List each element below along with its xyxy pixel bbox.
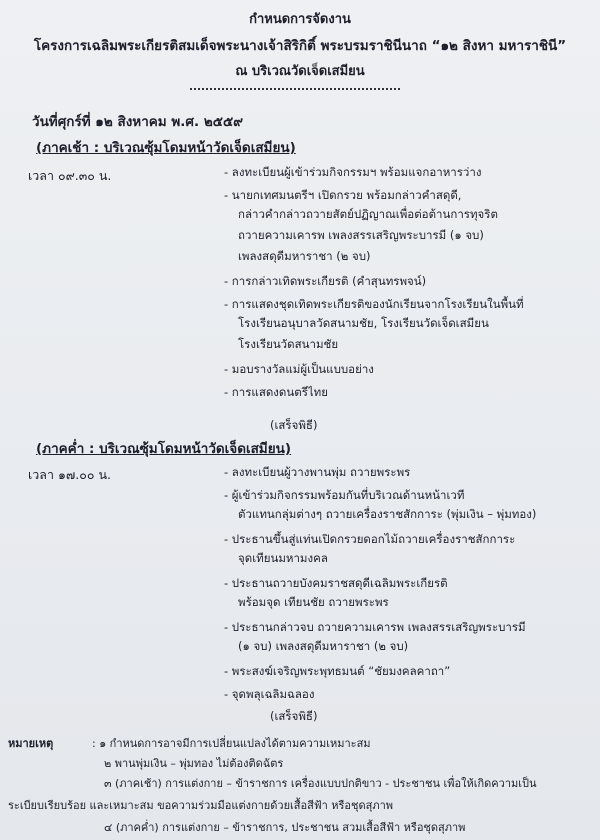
evening-item: - ประธานขึ้นสู่แท่นเปิดกรวยดอกไม้ถวายเครื่องราชสักการะ xyxy=(224,532,516,546)
location-line: ณ บริเวณวัดเจ็ดเสมียน xyxy=(235,64,365,79)
note-3: ๓ (ภาคเช้า) การแต่งกาย – ข้าราชการ เครื่องแบบปกติขาว - ประชาชน เพื่อให้เกิดความเป็น xyxy=(104,777,537,790)
morning-item: - มอบรางวัลแม่ผู้เป็นแบบอย่าง xyxy=(224,362,374,376)
morning-time: เวลา ๐๙.๓๐ น. xyxy=(28,168,112,183)
evening-item: - ประธานกล่าวจบ ถวายความเคารพ เพลงสรรเสริญพระบารมี xyxy=(224,620,526,634)
morning-item: - การกล่าวเทิดพระเกียรติ (คำสุนทรพจน์) xyxy=(224,274,427,288)
event-date: วันที่ศุกร์ที่ ๑๒ สิงหาคม พ.ศ. ๒๕๕๙ xyxy=(32,114,244,130)
note-4: ๔ (ภาคค่ำ) การแต่งกาย – ข้าราชการ, ประชาชน สวมเสื้อสีฟ้า หรือชุดสุภาพ xyxy=(104,821,466,834)
morning-item: - ลงทะเบียนผู้เข้าร่วมกิจกรรมฯ พร้อมแจกอาหารว่าง xyxy=(224,165,482,179)
evening-time: เวลา ๑๗.๐๐ น. xyxy=(28,467,112,482)
evening-item-continued: ตัวแทนกลุ่มต่างๆ ถวายเครื่องราชสักการะ (พุ่มเงิน – พุ่มทอง) xyxy=(238,507,537,521)
morning-heading: (ภาคเช้า : บริเวณซุ้มโดมหน้าวัดเจ็ดเสมียน) xyxy=(36,140,296,156)
evening-end: (เสร็จพิธี) xyxy=(270,709,318,723)
evening-item: - ประธานถวายบังคมราชสดุดีเฉลิมพระเกียรติ xyxy=(224,576,448,590)
evening-item: - พระสงฆ์เจริญพระพุทธมนต์ “ชัยมงคลคาถา” xyxy=(224,664,451,678)
evening-item-continued: (๑ จบ) เพลงสดุดีมหาราชา (๒ จบ) xyxy=(238,639,409,653)
note-1: : ๑ กำหนดการอาจมีการเปลี่ยนแปลงได้ตามความเหมาะสม xyxy=(92,737,371,750)
evening-heading: (ภาคค่ำ : บริเวณซุ้มโดมหน้าวัดเจ็ดเสมียน) xyxy=(36,441,292,457)
morning-item: - การแสดงดนตรีไทย xyxy=(224,385,328,399)
morning-end: (เสร็จพิธี) xyxy=(270,418,318,432)
morning-item-continued: ถวายความเคารพ เพลงสรรเสริญพระบารมี (๑ จบ) xyxy=(238,228,484,242)
morning-item-continued: โรงเรียนอนุบาลวัดสนามชัย, โรงเรียนวัดเจ็ดเสมียน xyxy=(238,316,489,330)
morning-item-continued: โรงเรียนวัดสนามชัย xyxy=(238,337,339,351)
document-title: กำหนดการจัดงาน xyxy=(249,12,351,27)
morning-item-continued: เพลงสดุดีมหาราชา (๒ จบ) xyxy=(238,249,371,263)
morning-item-continued: กล่าวคำกล่าวถวายสัตย์ปฏิญาณเพื่อต่อต้านการทุจริต xyxy=(238,207,498,221)
evening-item-continued: จุดเทียนมหามงคล xyxy=(238,551,328,565)
evening-item: - จุดพลุเฉลิมฉลอง xyxy=(224,687,315,701)
morning-item: - นายกเทศมนตรีฯ เปิดกรวย พร้อมกล่าวคำสดุดี, xyxy=(224,188,462,202)
evening-item: - ผู้เข้าร่วมกิจกรรมพร้อมกันที่บริเวณด้านหน้าเวที xyxy=(224,488,465,502)
notes-label: หมายเหตุ xyxy=(8,737,54,750)
evening-item-continued: พร้อมจุด เทียนชัย ถวายพระพร xyxy=(238,595,389,609)
morning-item: - การแสดงชุดเทิดพระเกียรติของนักเรียนจากโรงเรียนในพื้นที่ xyxy=(224,297,524,311)
note-3-continued: ระเบียบเรียบร้อย และเหมาะสม ขอความร่วมมือแต่งกายด้วยเสื้อสีฟ้า หรือชุดสุภาพ xyxy=(8,799,394,812)
note-2: ๒ พานพุ่มเงิน – พุ่มทอง ไม่ต้องติดฉัตร xyxy=(104,757,284,770)
evening-item: - ลงทะเบียนผู้วางพานพุ่ม ถวายพระพร xyxy=(224,465,411,479)
dotted-divider xyxy=(190,88,400,90)
project-title: โครงการเฉลิมพระเกียรติสมเด็จพระนางเจ้าสิริกิติ์ พระบรมราชินีนาถ “๑๒ สิงหา มหาราชินี” xyxy=(33,38,567,54)
